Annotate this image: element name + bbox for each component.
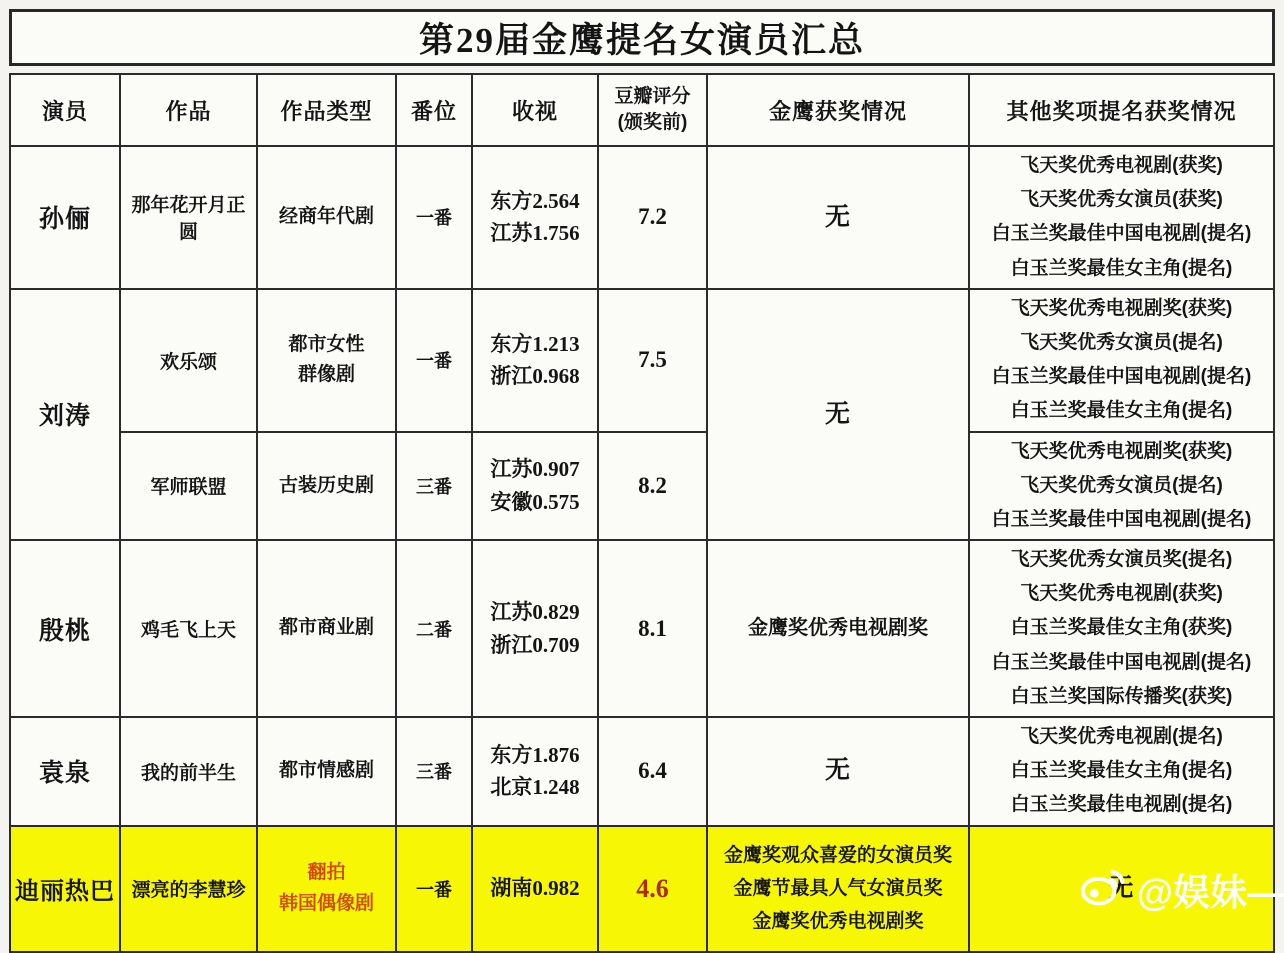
douban-cell-low-score: 4.6 bbox=[598, 826, 707, 952]
golden-eagle-cell: 无 bbox=[707, 289, 969, 540]
table-row bbox=[10, 717, 1274, 826]
ratings-cell: 湖南0.982 bbox=[472, 826, 598, 952]
douban-cell: 8.1 bbox=[598, 540, 707, 717]
ratings-cell: 东方2.564 江苏1.756 bbox=[472, 146, 598, 289]
work-cell: 军师联盟 bbox=[120, 432, 257, 541]
actor-cell: 孙俪 bbox=[10, 146, 120, 289]
col-header-douban-line1: 豆瓣评分 bbox=[614, 86, 691, 108]
table-row bbox=[10, 432, 1274, 541]
actor-cell: 刘涛 bbox=[10, 289, 120, 540]
table-row bbox=[10, 289, 1274, 432]
col-header-ratings: 收视 bbox=[472, 74, 598, 146]
work-cell: 那年花开月正圆 bbox=[120, 146, 257, 289]
douban-cell: 8.2 bbox=[598, 432, 707, 541]
billing-cell: 一番 bbox=[396, 289, 472, 432]
col-header-other-awards: 其他奖项提名获奖情况 bbox=[969, 74, 1274, 146]
actor-cell: 袁泉 bbox=[10, 717, 120, 826]
billing-cell: 一番 bbox=[396, 146, 472, 289]
work-cell: 漂亮的李慧珍 bbox=[120, 826, 257, 952]
header-row bbox=[10, 74, 1274, 146]
work-type-cell: 古装历史剧 bbox=[257, 432, 396, 541]
table-row-highlighted bbox=[10, 826, 1274, 952]
col-header-billing: 番位 bbox=[396, 74, 472, 146]
work-type-cell: 经商年代剧 bbox=[257, 146, 396, 289]
watermark-handle: @娱妹— bbox=[1136, 871, 1284, 913]
golden-eagle-cell: 金鹰奖观众喜爱的女演员奖 金鹰节最具人气女演员奖 金鹰奖优秀电视剧奖 bbox=[707, 826, 969, 952]
col-header-type: 作品类型 bbox=[257, 74, 396, 146]
work-cell: 鸡毛飞上天 bbox=[120, 540, 257, 717]
col-header-work: 作品 bbox=[120, 74, 257, 146]
douban-cell: 7.2 bbox=[598, 146, 707, 289]
work-cell: 我的前半生 bbox=[120, 717, 257, 826]
summary-table bbox=[9, 73, 1275, 953]
billing-cell: 三番 bbox=[396, 717, 472, 826]
actor-cell: 殷桃 bbox=[10, 540, 120, 717]
golden-eagle-cell: 无 bbox=[707, 146, 969, 289]
ratings-cell: 江苏0.907 安徽0.575 bbox=[472, 432, 598, 541]
page-title bbox=[9, 9, 1275, 66]
work-type-cell: 都市商业剧 bbox=[257, 540, 396, 717]
douban-cell: 7.5 bbox=[598, 289, 707, 432]
work-type-cell: 都市情感剧 bbox=[257, 717, 396, 826]
work-type-cell: 翻拍 韩国偶像剧 bbox=[257, 826, 396, 952]
work-cell: 欢乐颂 bbox=[120, 289, 257, 432]
ratings-cell: 江苏0.829 浙江0.709 bbox=[472, 540, 598, 717]
douban-cell: 6.4 bbox=[598, 717, 707, 826]
page-title-text: 第29届金鹰提名女演员汇总 bbox=[418, 20, 865, 60]
other-awards-cell: 飞天奖优秀电视剧(提名) 白玉兰奖最佳女主角(提名) 白玉兰奖最佳电视剧(提名) bbox=[969, 717, 1274, 826]
billing-cell: 一番 bbox=[396, 826, 472, 952]
billing-cell: 三番 bbox=[396, 432, 472, 541]
other-awards-cell: 无 bbox=[969, 826, 1274, 952]
ratings-cell: 东方1.213 浙江0.968 bbox=[472, 289, 598, 432]
work-type-cell: 都市女性 群像剧 bbox=[257, 289, 396, 432]
billing-cell: 二番 bbox=[396, 540, 472, 717]
golden-eagle-cell: 金鹰奖优秀电视剧奖 bbox=[707, 540, 969, 717]
other-awards-cell: 飞天奖优秀电视剧(获奖) 飞天奖优秀女演员(获奖) 白玉兰奖最佳中国电视剧(提名) 白玉兰奖最佳女主角(提名) bbox=[969, 146, 1274, 289]
table-row bbox=[10, 540, 1274, 717]
table-row bbox=[10, 146, 1274, 289]
actor-cell: 迪丽热巴 bbox=[10, 826, 120, 952]
col-header-golden-eagle: 金鹰获奖情况 bbox=[707, 74, 969, 146]
other-awards-cell: 飞天奖优秀女演员奖(提名) 飞天奖优秀电视剧(获奖) 白玉兰奖最佳女主角(获奖) 白玉兰奖最佳中国电视剧(提名) 白玉兰奖国际传播奖(获奖) bbox=[969, 540, 1274, 717]
golden-eagle-cell: 无 bbox=[707, 717, 969, 826]
col-header-douban bbox=[598, 74, 707, 146]
col-header-actor: 演员 bbox=[10, 74, 120, 146]
ratings-cell: 东方1.876 北京1.248 bbox=[472, 717, 598, 826]
col-header-douban-line2: (颁奖前) bbox=[617, 112, 688, 133]
other-awards-cell: 飞天奖优秀电视剧奖(获奖) 飞天奖优秀女演员(提名) 白玉兰奖最佳中国电视剧(提名) 白玉兰奖最佳女主角(提名) bbox=[969, 289, 1274, 432]
other-awards-cell: 飞天奖优秀电视剧奖(获奖) 飞天奖优秀女演员(提名) 白玉兰奖最佳中国电视剧(提名) bbox=[969, 432, 1274, 541]
